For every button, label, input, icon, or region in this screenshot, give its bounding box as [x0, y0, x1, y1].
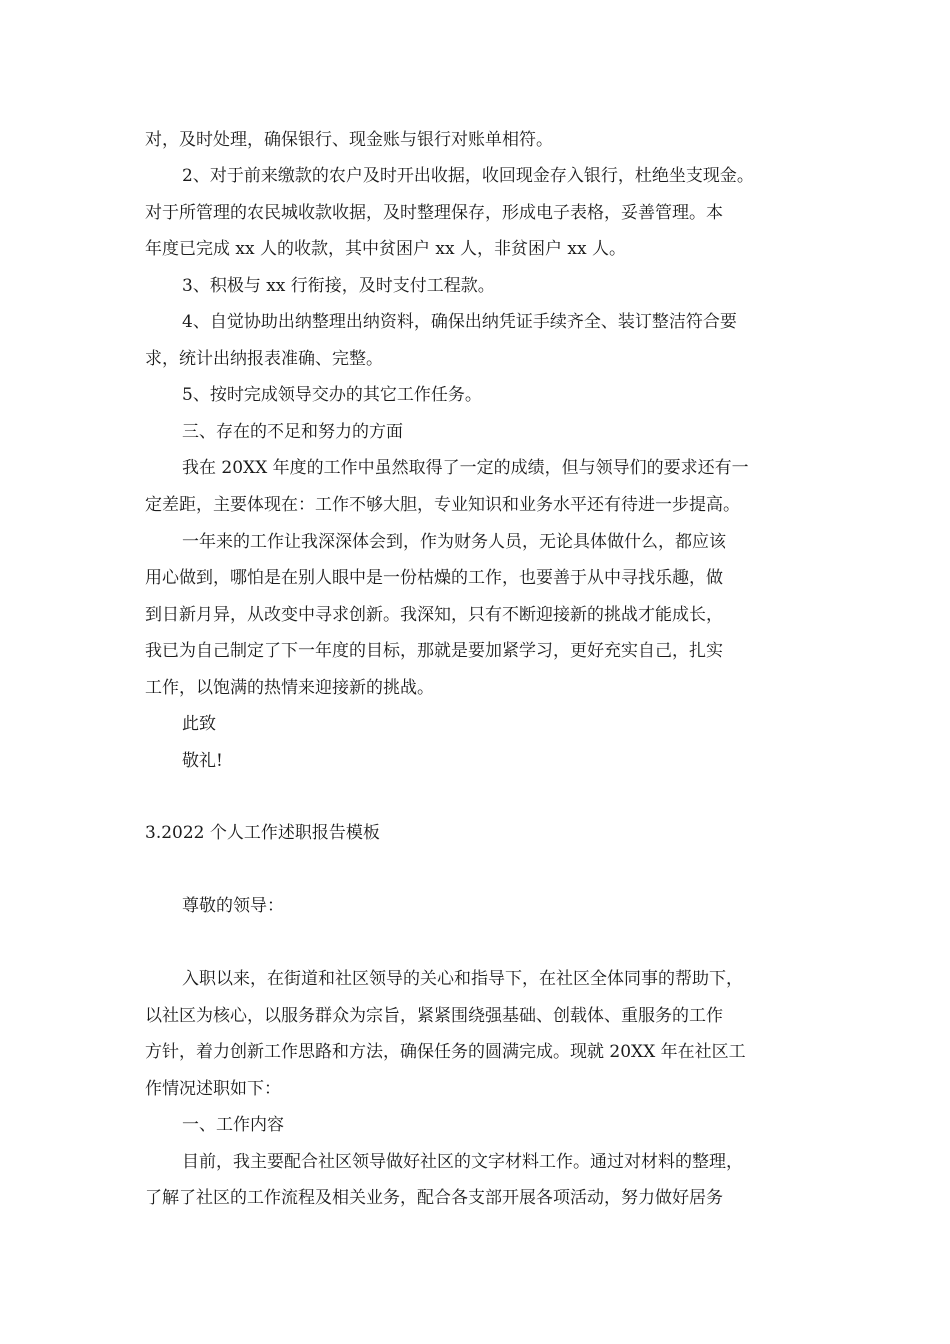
text-line: 一年来的工作让我深深体会到，作为财务人员，无论具体做什么，都应该	[182, 532, 726, 552]
text-line: 4、自觉协助出纳整理出纳资料，确保出纳凭证手续齐全、装订整洁符合要	[182, 312, 737, 332]
text-line: 用心做到，哪怕是在别人眼中是一份枯燥的工作，也要善于从中寻找乐趣，做	[145, 568, 723, 588]
salutation: 尊敬的领导：	[182, 896, 284, 916]
text-line: 以社区为核心，以服务群众为宗旨，紧紧围绕强基础、创载体、重服务的工作	[145, 1006, 723, 1026]
text-line: 了解了社区的工作流程及相关业务，配合各支部开展各项活动，努力做好居务	[145, 1188, 723, 1208]
text-line: 5、按时完成领导交办的其它工作任务。	[182, 385, 482, 405]
text-line: 对，及时处理，确保银行、现金账与银行对账单相符。	[145, 130, 553, 150]
text-line: 我已为自己制定了下一年度的目标，那就是要加紧学习，更好充实自己，扎实	[145, 641, 723, 661]
text-line: 到日新月异，从改变中寻求创新。我深知，只有不断迎接新的挑战才能成长，	[145, 605, 723, 625]
text-line: 目前，我主要配合社区领导做好社区的文字材料工作。通过对材料的整理，	[182, 1152, 743, 1172]
closing-line: 敬礼!	[182, 751, 223, 771]
text-line: 我在 20XX 年度的工作中虽然取得了一定的成绩，但与领导们的要求还有一	[182, 458, 749, 478]
text-line: 3、积极与 xx 行衔接，及时支付工程款。	[182, 276, 495, 296]
text-line: 求，统计出纳报表准确、完整。	[145, 349, 383, 369]
text-line: 方针，着力创新工作思路和方法，确保任务的圆满完成。现就 20XX 年在社区工	[145, 1042, 746, 1062]
text-line: 作情况述职如下：	[145, 1079, 281, 1099]
closing-line: 此致	[182, 714, 216, 734]
text-line: 对于所管理的农民城收款收据，及时整理保存，形成电子表格，妥善管理。本	[145, 203, 723, 223]
text-line: 定差距，主要体现在：工作不够大胆，专业知识和业务水平还有待进一步提高。	[145, 495, 740, 515]
section-heading: 一、工作内容	[182, 1115, 284, 1135]
document-title: 3.2022 个人工作述职报告模板	[145, 823, 380, 843]
text-line: 年度已完成 xx 人的收款，其中贫困户 xx 人，非贫困户 xx 人。	[145, 239, 626, 259]
text-line: 入职以来，在街道和社区领导的关心和指导下，在社区全体同事的帮助下，	[182, 969, 743, 989]
text-line: 2、对于前来缴款的农户及时开出收据，收回现金存入银行，杜绝坐支现金。	[182, 166, 754, 186]
section-heading: 三、存在的不足和努力的方面	[182, 422, 403, 442]
text-line: 工作，以饱满的热情来迎接新的挑战。	[145, 678, 434, 698]
